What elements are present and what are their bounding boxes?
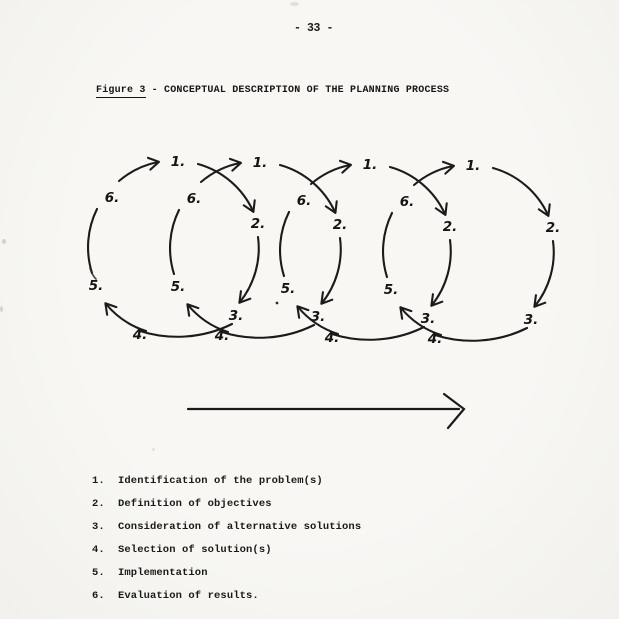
cycle-3-step-label: 4. [324,330,340,346]
cycle-1 [88,154,265,343]
arc-5-to-6 [170,210,179,274]
scan-artifact [290,2,299,6]
legend-item [92,516,361,539]
cycle-4-step-label: 1. [465,158,481,174]
legend-item [92,562,361,585]
legend-list [92,470,361,607]
figure-title-text: - CONCEPTUAL DESCRIPTION OF THE PLANNING PROCESS [151,85,450,96]
cycle-4-step-label: 3. [523,312,539,328]
arc-2-to-3 [240,237,259,302]
cycle-2-step-label: 5. [170,279,186,295]
legend-item-number: 2. [92,498,105,511]
cycle-4 [383,158,560,347]
cycle-1-step-label: 4. [132,327,148,343]
arc-2-to-3 [432,240,451,305]
legend-item-text: Definition of objectives [118,498,272,511]
cycle-4-step-label: 2. [545,220,561,236]
cycle-1-step-label: 6. [104,190,120,206]
cycle-3-step-label: 6. [296,193,312,209]
cycle-1-step-label: 2. [250,216,266,232]
legend-item-text: Identification of the problem(s) [118,475,323,488]
legend-item [92,539,361,562]
arc-6-to-1 [311,165,350,184]
scan-artifact [0,306,3,312]
cycle-1-step-label: 3. [228,308,244,324]
scan-artifact [152,448,155,451]
legend-item [92,470,361,493]
arc-3-to-4 [435,328,527,341]
arc-2-to-3 [535,241,554,306]
page-number: - 33 - [294,22,334,35]
arc-3-to-4 [222,325,314,338]
scan-artifact [2,239,6,244]
arc-5-to-6 [280,212,289,276]
arc-3-to-4 [332,327,424,340]
arc-6-to-1 [119,162,158,181]
arc-1-to-2 [198,164,253,211]
cycle-3-step-label: 1. [362,157,378,173]
arc-1-to-2 [493,168,548,215]
cycle-4-step-label: 6. [399,194,415,210]
legend-item-number: 6. [92,589,105,602]
legend-item-text: Selection of solution(s) [118,544,272,557]
cycle-2-step-label: 6. [186,191,202,207]
arc-2-to-3 [322,238,341,303]
arc-5-to-6 [383,213,392,277]
cycle-3-step-label: 2. [442,219,458,235]
cycle-1-step-label: 5. [88,278,104,294]
cycle-3 [280,157,457,346]
right-arrow-icon [444,394,464,428]
legend-item-text: Consideration of alternative solutions [118,521,362,534]
arc-1-to-2 [390,167,445,214]
stray-pen-dot [276,302,279,305]
cycle-4-step-label: 5. [383,282,399,298]
legend-item-number: 4. [92,544,105,557]
cycle-3-step-label: 5. [280,281,296,297]
legend-item-number: 1. [92,475,105,488]
legend-item [92,584,361,607]
cycle-2-step-label: 4. [214,328,230,344]
legend-item-number: 3. [92,521,105,534]
cycle-3-step-label: 3. [420,311,436,327]
legend-item [92,493,361,516]
arc-5-to-6 [88,209,97,273]
cycle-2-step-label: 1. [252,155,268,171]
cycle-2-step-label: 3. [310,309,326,325]
legend-item-text: Implementation [118,567,208,579]
cycle-4-step-label: 4. [427,331,443,347]
cycle-2-step-label: 2. [332,217,348,233]
forward-progress-arrow [188,394,464,428]
cycle-1-step-label: 1. [170,154,186,170]
legend-item-text: Evaluation of results. [118,589,259,602]
legend-item-number: 5. [92,567,105,579]
arc-6-to-1 [201,163,240,182]
figure-label: Figure 3 [96,85,146,96]
planning-cycles [88,154,560,347]
